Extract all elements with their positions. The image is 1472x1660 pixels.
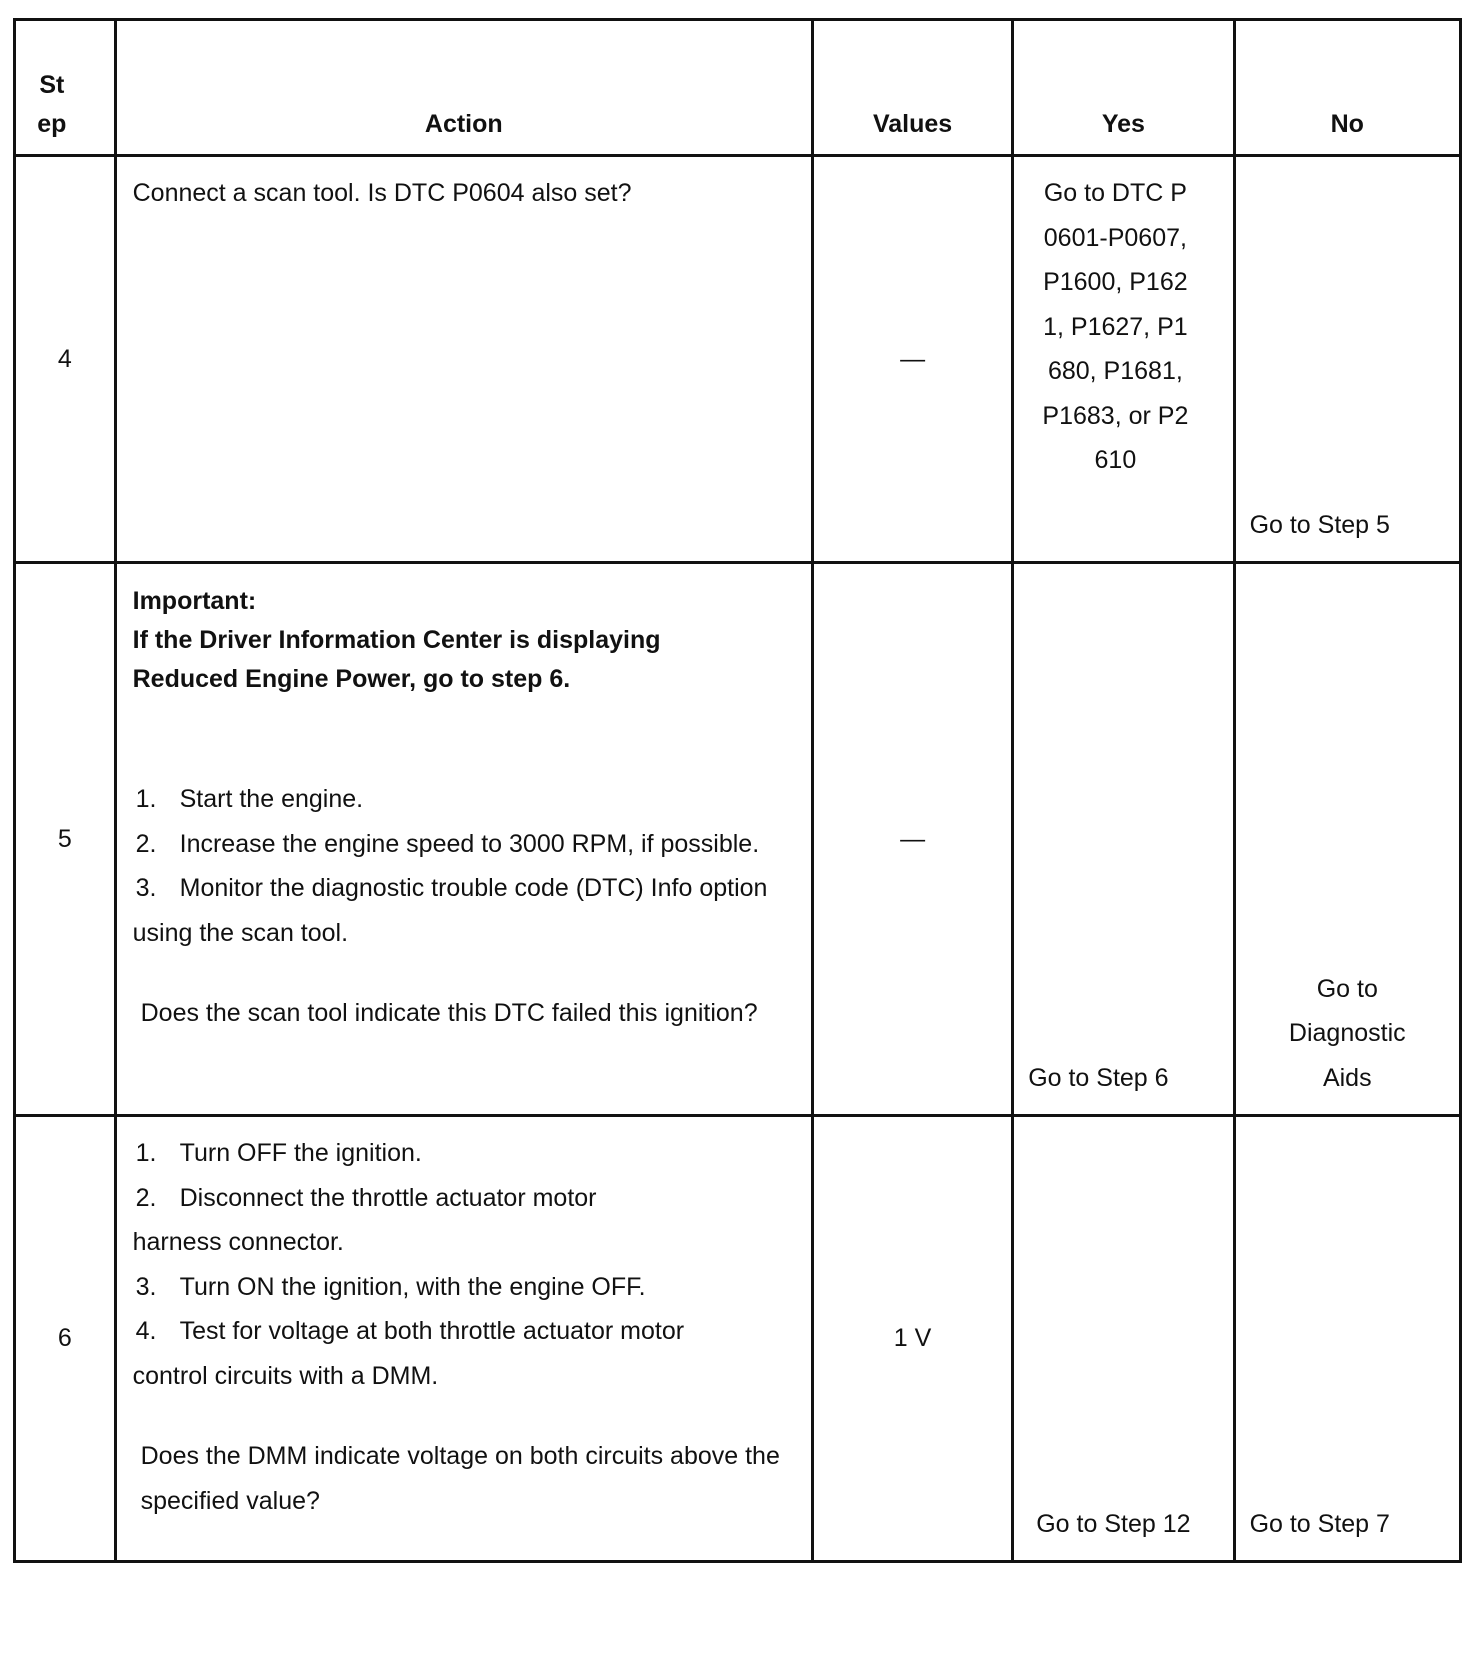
yes-cell <box>1013 1116 1234 1562</box>
no-cell <box>1234 1116 1460 1562</box>
list-item: 2. Increase the engine speed to 3000 RPM, if possible. <box>135 829 760 858</box>
header-no: No <box>1234 20 1460 156</box>
list-item: 1. Turn OFF the ignition. <box>135 1139 422 1167</box>
question-text: Does the scan tool indicate this DTC failed this ignition? <box>140 999 758 1027</box>
no-cell <box>1234 156 1460 563</box>
values-text: — <box>900 824 926 853</box>
list-item: 3. Monitor the diagnostic trouble code (DTC) Info option using the scan tool. <box>132 874 768 947</box>
step-number: 4 <box>15 156 116 563</box>
no-text[interactable]: Go to Step 5 <box>1249 510 1390 539</box>
header-yes: Yes <box>1013 20 1234 156</box>
values-cell <box>812 1116 1012 1562</box>
header-action: Action <box>115 20 812 156</box>
values-cell <box>812 156 1012 563</box>
yes-cell <box>1013 156 1234 563</box>
list-item: 3. Turn ON the ignition, with the engine OFF. <box>135 1272 646 1301</box>
action-cell <box>115 156 812 563</box>
step-number: 6 <box>15 1116 116 1562</box>
yes-text[interactable]: Go to DTC P0601-P0607, P1600, P1621, P1627, P1680, P1681, P1683, or P2610 <box>1042 179 1189 474</box>
yes-text[interactable]: Go to Step 6 <box>1028 1063 1169 1092</box>
question-text: Does the DMM indicate voltage on both circuits above the specified value? <box>140 1442 780 1515</box>
table-row <box>15 156 1461 563</box>
table-row <box>15 1116 1461 1562</box>
table-row <box>15 563 1461 1116</box>
list-item: 4. Test for voltage at both throttle actuator motor control circuits with a DMM. <box>132 1317 685 1390</box>
action-cell <box>115 1116 812 1562</box>
list-item: 1. Start the engine. <box>135 785 364 813</box>
action-cell <box>115 563 812 1116</box>
values-text: — <box>900 344 926 373</box>
yes-text[interactable]: Go to Step 12 <box>1036 1509 1191 1538</box>
list-item: 2. Disconnect the throttle actuator motor harness connector. <box>132 1183 597 1256</box>
no-cell <box>1234 563 1460 1116</box>
step-number: 5 <box>15 563 116 1116</box>
action-text: Connect a scan tool. Is DTC P0604 also set? <box>132 179 632 207</box>
values-cell <box>812 563 1012 1116</box>
no-text[interactable]: Go to Step 7 <box>1249 1509 1390 1538</box>
yes-cell <box>1013 563 1234 1116</box>
header-row <box>15 20 1461 156</box>
important-text: If the Driver Information Center is displaying Reduced Engine Power, go to step 6. <box>132 626 661 693</box>
values-text: 1 V <box>893 1324 932 1353</box>
diagnostic-table <box>13 18 1462 1563</box>
header-step: St ep <box>15 20 116 156</box>
no-text[interactable]: Go to Diagnostic Aids <box>1288 974 1406 1092</box>
important-label: Important: <box>132 587 257 615</box>
header-values: Values <box>812 20 1012 156</box>
